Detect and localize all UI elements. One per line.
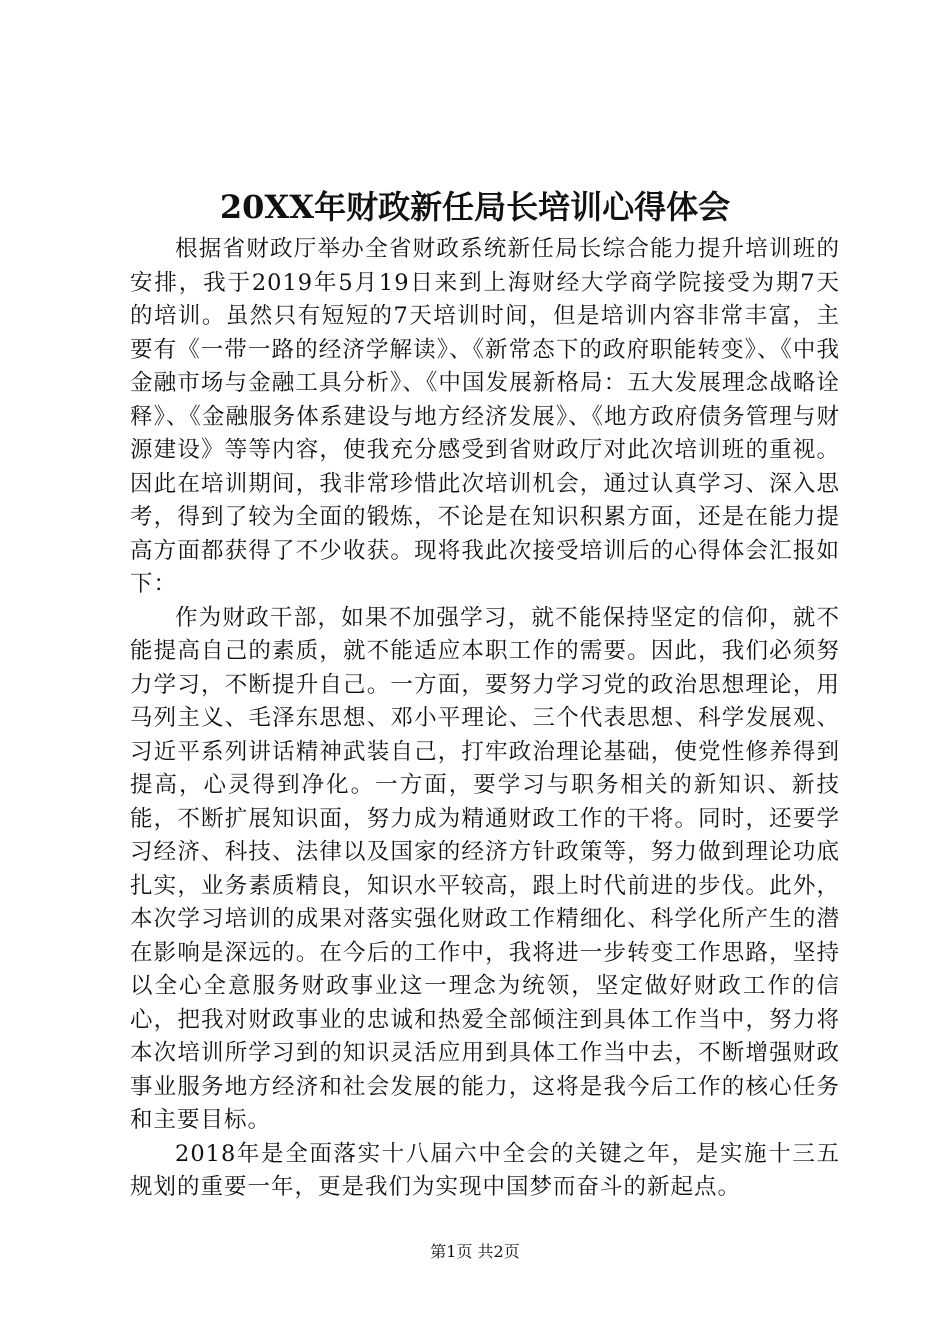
paragraph-study: 作为财政干部，如果不加强学习，就不能保持坚定的信仰，就不能提高自己的素质，就不能适应本职工作的需要。因此，我们必须努力学习，不断提升自己。一方面，要努力学习党的政治思想理论，用马列主义、毛泽东思想、邓小平理论、三个代表思想、科学发展观、习近平系列讲话精神武装自己，打牢政治理论基础，使党性修养得到提高，心灵得到净化。一方面，要学习与职务相关的新知识、新技能，不断扩展知识面，努力成为精通财政工作的干将。同时，还要学习经济、科技、法律以及国家的经济方针政策等，努力做到理论功底扎实，业务素质精良，知识水平较高，跟上时代前进的步伐。此外，本次学习培训的成果对落实强化财政工作精细化、科学化所产生的潜在影响是深远的。在今后的工作中，我将进一步转变工作思路，坚持以全心全意服务财政事业这一理念为统领，坚定做好财政工作的信心，把我对财政事业的忠诚和热爱全部倾注到具体工作当中，努力将本次培训所学习到的知识灵活应用到具体工作当中去，不断增强财政事业服务地方经济和社会发展的能力，这将是我今后工作的核心任务和主要目标。 <box>130 604 840 1133</box>
paragraph-2018: 2018年是全面落实十八届六中全会的关键之年，是实施十三五规划的重要一年，更是我们为实现中国梦而奋斗的新起点。 <box>130 1140 840 1200</box>
document-title: 20XX年财政新任局长培训心得体会 <box>219 188 731 226</box>
paragraph-intro: 根据省财政厅举办全省财政系统新任局长综合能力提升培训班的安排，我于2019年5月19日来到上海财经大学商学院接受为期7天的培训。虽然只有短短的7天培训时间，但是培训内容非常丰富，主要有《一带一路的经济学解读》、《新常态下的政府职能转变》、《中我金融市场与金融工具分析》、《中国发展新格局：五大发展理念战略诠释》、《金融服务体系建设与地方经济发展》、《地方政府债务管理与财源建设》等等内容，使我充分感受到省财政厅对此次培训班的重视。因此在培训期间，我非常珍惜此次培训机会，通过认真学习、深入思考，得到了较为全面的锻炼，不论是在知识积累方面，还是在能力提高方面都获得了不少收获。现将我此次接受培训后的心得体会汇报如下： <box>130 236 840 597</box>
page-number-footer: 第1页 共2页 <box>430 1242 520 1261</box>
document-body <box>130 233 840 1205</box>
